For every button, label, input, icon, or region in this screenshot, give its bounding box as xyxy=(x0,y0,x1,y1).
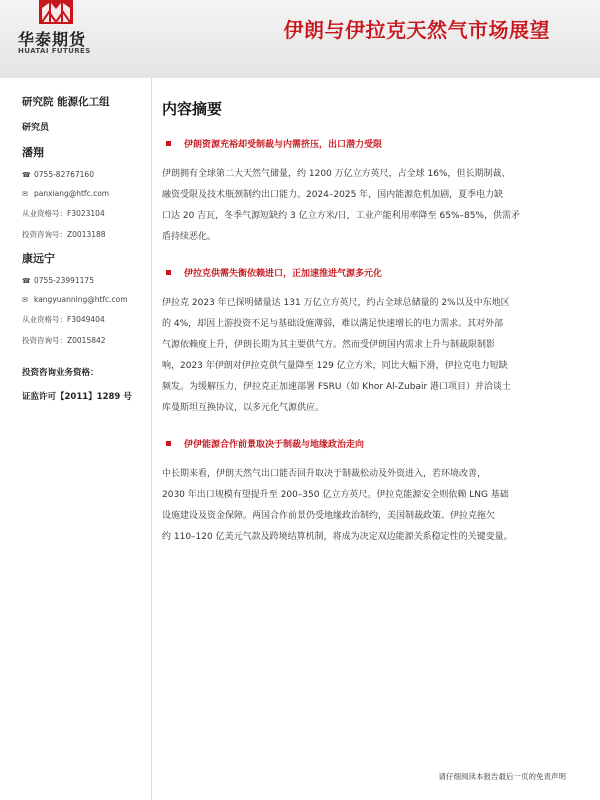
section-title: 伊朗资源充裕却受制裁与内需挤压，出口潜力受限 xyxy=(184,140,383,150)
mail-icon: ✉ xyxy=(22,189,28,198)
summary-section xyxy=(162,137,582,248)
analyst-license: 从业资格号：F3023104 xyxy=(22,209,105,218)
logo-mark-icon xyxy=(39,0,73,24)
section-body: 伊拉克 2023 年已探明储量达 131 万亿立方英尺，约占全球总储量的 2%以及中东地区 的 4%，却因上游投资不足与基础设施薄弱，难以满足快速增长的电力需求。其对外部 气源依赖度上升，伊朗长期为其主要供气方。然而受伊朗国内需求上升与制裁限制影 响，2023 年伊朗对伊拉克供气量降至 129 亿立方米，同比大幅下滑，伊拉克电力短缺 频发。为缓解压力，伊拉克正加速部署 FSRU（如 Khor Al-Zubair 港口项目）并洽谈土 库曼斯坦互换协议，以多元化气源供应。 xyxy=(162,298,512,413)
analyst-card xyxy=(22,250,151,346)
analyst-advisor-number: 投资咨询号：Z0015842 xyxy=(22,336,106,345)
square-bullet-icon xyxy=(166,141,171,146)
section-title: 伊伊能源合作前景取决于制裁与地缘政治走向 xyxy=(184,440,365,450)
analyst-phone xyxy=(22,276,151,285)
logo-text-en: HUATAI FUTURES xyxy=(18,47,91,55)
logo-text-cn: 华泰期货 xyxy=(18,30,87,49)
section-header xyxy=(162,137,582,150)
phone-text: 0755-82767160 xyxy=(34,170,94,179)
analyst-card xyxy=(22,144,151,240)
analyst-sidebar xyxy=(0,78,152,800)
section-body: 伊朗拥有全球第二大天然气储量，约 1200 万亿立方英尺，占全球 16%，但长期制裁、 融资受限及技术瓶颈制约出口能力。2024–2025 年，国内能源危机加剧，夏季电力缺 口达 20 吉瓦，冬季气源短缺约 3 亿立方米/日，工业产能利用率降至 65%–85%，供需矛 盾持续恶化。 xyxy=(162,169,521,242)
role-label: 研究员 xyxy=(22,123,50,133)
section-header xyxy=(162,266,582,279)
square-bullet-icon xyxy=(166,441,171,446)
mail-icon: ✉ xyxy=(22,295,28,304)
email-text[interactable]: kangyuanning@htfc.com xyxy=(34,295,128,304)
report-header xyxy=(0,0,600,78)
square-bullet-icon xyxy=(166,270,171,275)
summary-section xyxy=(162,437,582,548)
analyst-phone xyxy=(22,170,151,179)
department-label: 研究院 能源化工组 xyxy=(22,96,110,108)
section-body: 中长期来看，伊朗天然气出口能否回升取决于制裁松动及外资进入，若环境改善， 2030 年出口规模有望提升至 200–350 亿立方英尺。伊拉克能源安全则依赖 LNG 基础 设施建设及资金保障。两国合作前景仍受地缘政治制约，美国制裁政策、伊拉克拖欠 约 110–120 亿美元气款及跨境结算机制，将成为决定双边能源关系稳定性的关键变量。 xyxy=(162,469,513,542)
report-title: 伊朗与伊拉克天然气市场展望 xyxy=(283,18,550,42)
analyst-advisor-number: 投资咨询号：Z0013188 xyxy=(22,230,106,239)
analyst-email[interactable] xyxy=(22,189,151,198)
email-text[interactable]: panxiang@htfc.com xyxy=(34,189,110,198)
company-logo xyxy=(18,0,128,62)
main-content xyxy=(162,78,582,566)
qualification-value: 证监许可【2011】1289 号 xyxy=(22,392,132,402)
analyst-name: 潘翔 xyxy=(22,146,44,159)
qualification-title: 投资咨询业务资格： xyxy=(22,368,99,378)
phone-text: 0755-23991175 xyxy=(34,276,94,285)
summary-section xyxy=(162,266,582,419)
disclaimer-note: 请仔细阅读本报告最后一页的免责声明 xyxy=(438,772,566,781)
analyst-email[interactable] xyxy=(22,295,151,304)
analyst-name: 康远宁 xyxy=(22,252,55,265)
phone-icon: ☎ xyxy=(22,170,31,179)
section-header xyxy=(162,437,582,450)
section-title: 伊拉克供需失衡依赖进口，正加速推进气源多元化 xyxy=(184,269,383,279)
phone-icon: ☎ xyxy=(22,276,31,285)
summary-heading: 内容摘要 xyxy=(162,100,223,118)
analyst-license: 从业资格号：F3049404 xyxy=(22,315,105,324)
